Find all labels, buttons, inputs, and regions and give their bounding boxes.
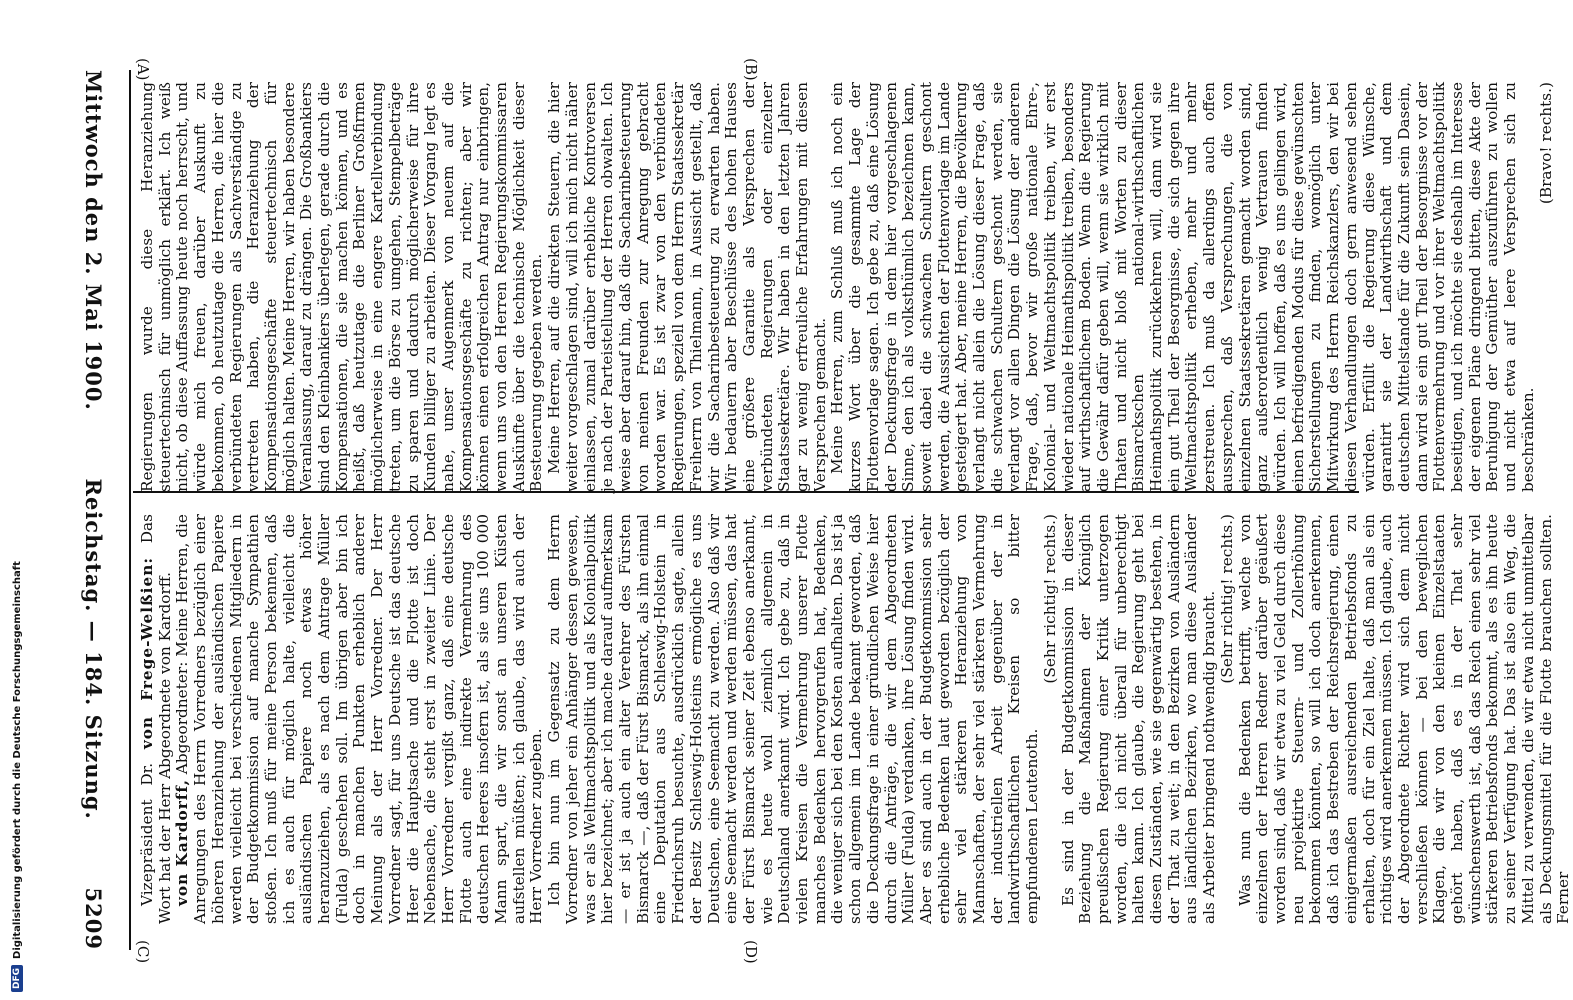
speaker-rest: Das Wort hat der Herr Abgeordnete von Kardorff. (138, 514, 174, 924)
right-column (138, 514, 1573, 924)
speaker-name: von Frege-Welßien: (138, 557, 156, 750)
header-rule (129, 70, 131, 950)
interjection-2: (Sehr richtig! rechts.) (1217, 514, 1236, 684)
speaker-paragraph (139, 514, 174, 924)
left-paragraph-2: Meine Herren, auf die direkten Steuern, die hier weiter vorgeschlagen sind, will ich mich nicht näher einlassen, zumal darüber erhebliche Kontroversen je nach der Parteistellung der Herren obwalten. Ich weise aber darauf hin, daß die Sacharinbesteuerung von meinen Freunden zur Anregung gebracht worden war. Es ist zwar von den verbündeten Regierungen, speziell von dem Herrn Staatssekretär Freiherrn von Thielmann, in Aussicht gestellt, daß wir die Sacharinbesteuerung zu erwarten haben. Wir bedauern aber Beschlüsse des hohen Hauses eine größere Garantie als Versprechen der verbündeten Regierungen oder einzelner Staatssekretäre. Wir haben in den letzten Jahren gar zu wenig erfreuliche Erfahrungen mit diesen Versprechen gemacht. (545, 82, 829, 492)
left-paragraph-1: Regierungen wurde diese Heranziehung steuertechnisch für unmöglich erklärt. Ich weiß nicht, ob diese Auffassung heute noch herrscht, und würde mich freuen, darüber Auskunft zu bekommen, ob heutzutage die Herren, die hier die verbündeten Regierungen als Sachverständige zu vertreten haben, die Heranziehung der Kompensationsgeschäfte steuertechnisch für möglich halten. Meine Herren, wir haben besondere Veranlassung, darauf zu drängen. Die Großbankiers sind den Kleinbankiers überlegen, gerade durch die Kompensationen, die sie machen können, und es heißt, daß heutzutage die Berliner Großfirmen möglicherweise in eine engere Kartellverbindung treten, um die Börse zu umgehen, Stempelbeträge zu sparen und dadurch möglicherweise für ihre Kunden billiger zu arbeiten. Dieser Vorgang legt es nahe, unser Augenmerk von neuem auf die Kompensationsgeschäfte zu richten; aber wir können einen erfolgreichen Antrag nur einbringen, wenn uns von den Herren Regierungskommissaren Auskünfte über die technische Möglichkeit dieser Besteuerung gegeben werden. (138, 82, 546, 492)
header-title: Reichstag. — 184. Sitzung. (81, 478, 107, 820)
digitization-footer (5, 0, 29, 1000)
page-number: 5209 (81, 887, 107, 950)
second-speaker-paragraph (174, 514, 546, 924)
right-paragraph-3: Was nun die Bedenken betrifft, welche von einzelnen der Herren Redner darüber geäußert worden sind, daß wir etwa zu viel Geld durch diese neu projektirte Steuern- und Zollerhöhung bekommen könnten, so will ich doch anerkennen, daß ich das Bestreben der Reichsregierung, einen einigermaßen ausreichenden Betriebsfonds zu erhalten, doch für ein Ziel halte, daß man als ein richtiges wird anerkennen müssen. Ich glaube, auch der Abgeordnete Richter wird sich dem nicht verschließen können — bei den beweglichen Klagen, die wir von den kleinen Einzelstaaten gehört haben, daß es in der That sehr wünschenswerth ist, daß das Reich einen sehr viel stärkeren Betriebsfonds bekommt, als es ihn heute zu seiner Verfügung hat. Das ist also ein Weg, die Mittel zu verwenden, die wir etwa nicht unmittelbar als Deckungsmittel für die Flotte brauchen sollten. Ferner (1235, 514, 1573, 924)
speaker-intro: Vizepräsident Dr. (138, 762, 156, 906)
right-paragraph-2: Es sind in der Budgetkommission in dieser Beziehung die Maßnahmen der Königlich preußischen Regierung einer Kritik unterzogen worden, die ich nicht überall für unberechtigt halten kann. Ich glaube, die Regierung geht bei diesen Zuständen, wie sie gegenwärtig bestehen, in der That zu weit; in den Bezirken von Ausländern aus ländlichen Bezirken, wo man diese Ausländer als Arbeiter bringend nothwendig braucht. (1058, 514, 1219, 924)
second-speaker-rest: Abgeordneter: Meine Herren, die Anregungen des Herrn Vorredners bezüglich einer höheren Heranziehung der ausländischen Papiere werden vielleicht bei verschiedenen Mitgliedern in der Budgetkommission auf manche Sympathien stoßen. Ich muß für meine Person bekennen, daß ich es auch für möglich halte, vielleicht die ausländischen Papiere noch etwas höher heranzuziehen, als es nach dem Antrage Müller (Fulda) geschehen soll. Im übrigen aber bin ich doch in manchen Punkten erheblich anderer Meinung als der Herr Vorredner. Der Herr Vorredner sagt, für uns Deutsche ist das deutsche Heer die Hauptsache und die Flotte ist doch Nebensache, die steht erst in zweiter Linie. Der Herr Vorredner vergißt ganz, daß eine deutsche Flotte auch eine indirekte Vermehrung des deutschen Heeres insofern ist, als sie uns 100 000 Mann spart, die wir sonst an unseren Küsten aufstellen müßten; ich glaube, das wird auch der Herr Vorredner zugeben. (173, 514, 546, 924)
margin-mark-b: (B) (742, 58, 760, 81)
interjection-1: (Sehr richtig! rechts.) (1040, 514, 1059, 684)
page-header (74, 70, 114, 950)
margin-mark-d: (D) (742, 940, 760, 964)
right-paragraph-1: Ich bin nun im Gegensatz zu dem Herrn Vorredner von jeher ein Anhänger dessen gewesen, was er als Weltmachtspolitik und als Kolonialpolitik hier bezeichnet; aber ich mache darauf aufmerksam — er ist ja auch ein alter Verehrer des Fürsten Bismarck —, daß der Fürst Bismarck, als ihn einmal eine Deputation aus Schleswig-Holstein in Friedrichsruh besuchte, ausdrücklich sagte, allein der Besitz Schleswig-Holsteins ermögliche es uns Deutschen, eine Seemacht zu werden. Also daß wir eine Seemacht werden und werden müssen, das hat der Fürst Bismarck seiner Zeit ebenso anerkannt, wie es heute wohl ziemlich allgemein in Deutschland anerkannt wird. Ich gebe zu, daß in vielen Kreisen die Vermehrung unserer Flotte manches Bedenken hervorgerufen hat, Bedenken, die weniger sich bei den Kosten aufhalten. Das ist ja schon allgemein im Lande bekannt geworden, daß die Deckungsfrage in einer gründlichen Weise hier durch die Anträge, die wir dem Abgeordneten Müller (Fulda) verdanken, ihre Lösung finden wird. Aber es sind auch in der Budgetkommission sehr erhebliche Bedenken laut geworden bezüglich der sehr viel stärkeren Heranziehung von Mannschaften, der sehr viel stärkeren Vermehrung der industriellen Arbeit gegenüber der in landwirthschaftlichen Kreisen so bitter empfundenen Leutenoth. (545, 514, 1042, 924)
margin-mark-c: (C) (134, 940, 152, 964)
footer-text: Digitalisierung gefördert durch die Deutsche Forschungsgemeinschaft (11, 561, 23, 959)
header-date: Mittwoch den 2. Mai 1900. (81, 70, 107, 411)
left-applause: (Bravo! rechts.) (1536, 82, 1555, 205)
dfg-logo: DFG (11, 965, 23, 992)
margin-mark-a: (A) (134, 58, 152, 81)
left-paragraph-3: Meine Herren, zum Schluß muß ich noch ein kurzes Wort über die gesammte Lage der Flottenvorlage sagen. Ich gebe zu, daß eine Lösung der Deckungsfrage in dem hier vorgeschlagenen Sinne, den ich als volksthümlich bezeichnen kann, soweit dabei die schwachen Schultern geschont werden, die Aussichten der Flottenvorlage im Lande gesteigert hat. Aber, meine Herren, die Bevölkerung verlangt nicht allein die Lösung dieser Frage, daß die schwachen Schultern geschont werden, sie verlangt vor allen Dingen die Lösung der anderen Frage, daß, bevor wir große nationale Ehre-, Kolonial- und Weltmachtspolitik treiben, wir erst wieder nationale Heimathspolitik treiben, besonders auf wirthschaftlichem Boden. Wenn die Regierung die Gewähr dafür geben will, wenn sie wirklich mit Thaten und nicht bloß mit Worten zu dieser Bismarckschen national-wirthschaftlichen Heimathspolitik zurückkehren will, dann wird sie ein gut Theil der Besorgnisse, die sich gegen ihre Weltmachtspolitik erheben, mehr und mehr zerstreuen. Ich muß da allerdings auch offen aussprechen, daß Versprechungen, die von einzelnen Staatssekretären gemacht worden sind, ganz außerordentlich wenig Vertrauen finden würden. Ich will hoffen, daß es uns gelingen wird, einen befriedigenden Modus für diese gewünschten Sicherstellungen zu finden, womöglich unter Mitwirkung des Herrn Reichskanzlers, den wir bei diesen Verhandlungen doch gern anwesend sehen würden. Erfüllt die Regierung diese Wünsche, garantirt sie der Landwirthschaft und dem deutschen Mittelstande für die Zukunft sein Dasein, dann wird sie ein gut Theil der Besorgnisse vor der Flottenvermehrung und vor ihrer Weltmachtspolitik beseitigen, und ich möchte sie deshalb im Interesse der eigenen Pläne dringend bitten, diese Akte der Beruhigung der Gemüther auszuführen zu wollen und nicht etwa auf leere Versprechen sich zu beschränken. (828, 82, 1537, 492)
second-speaker-name: von Kardorff, (173, 779, 192, 906)
left-column (138, 82, 1555, 492)
